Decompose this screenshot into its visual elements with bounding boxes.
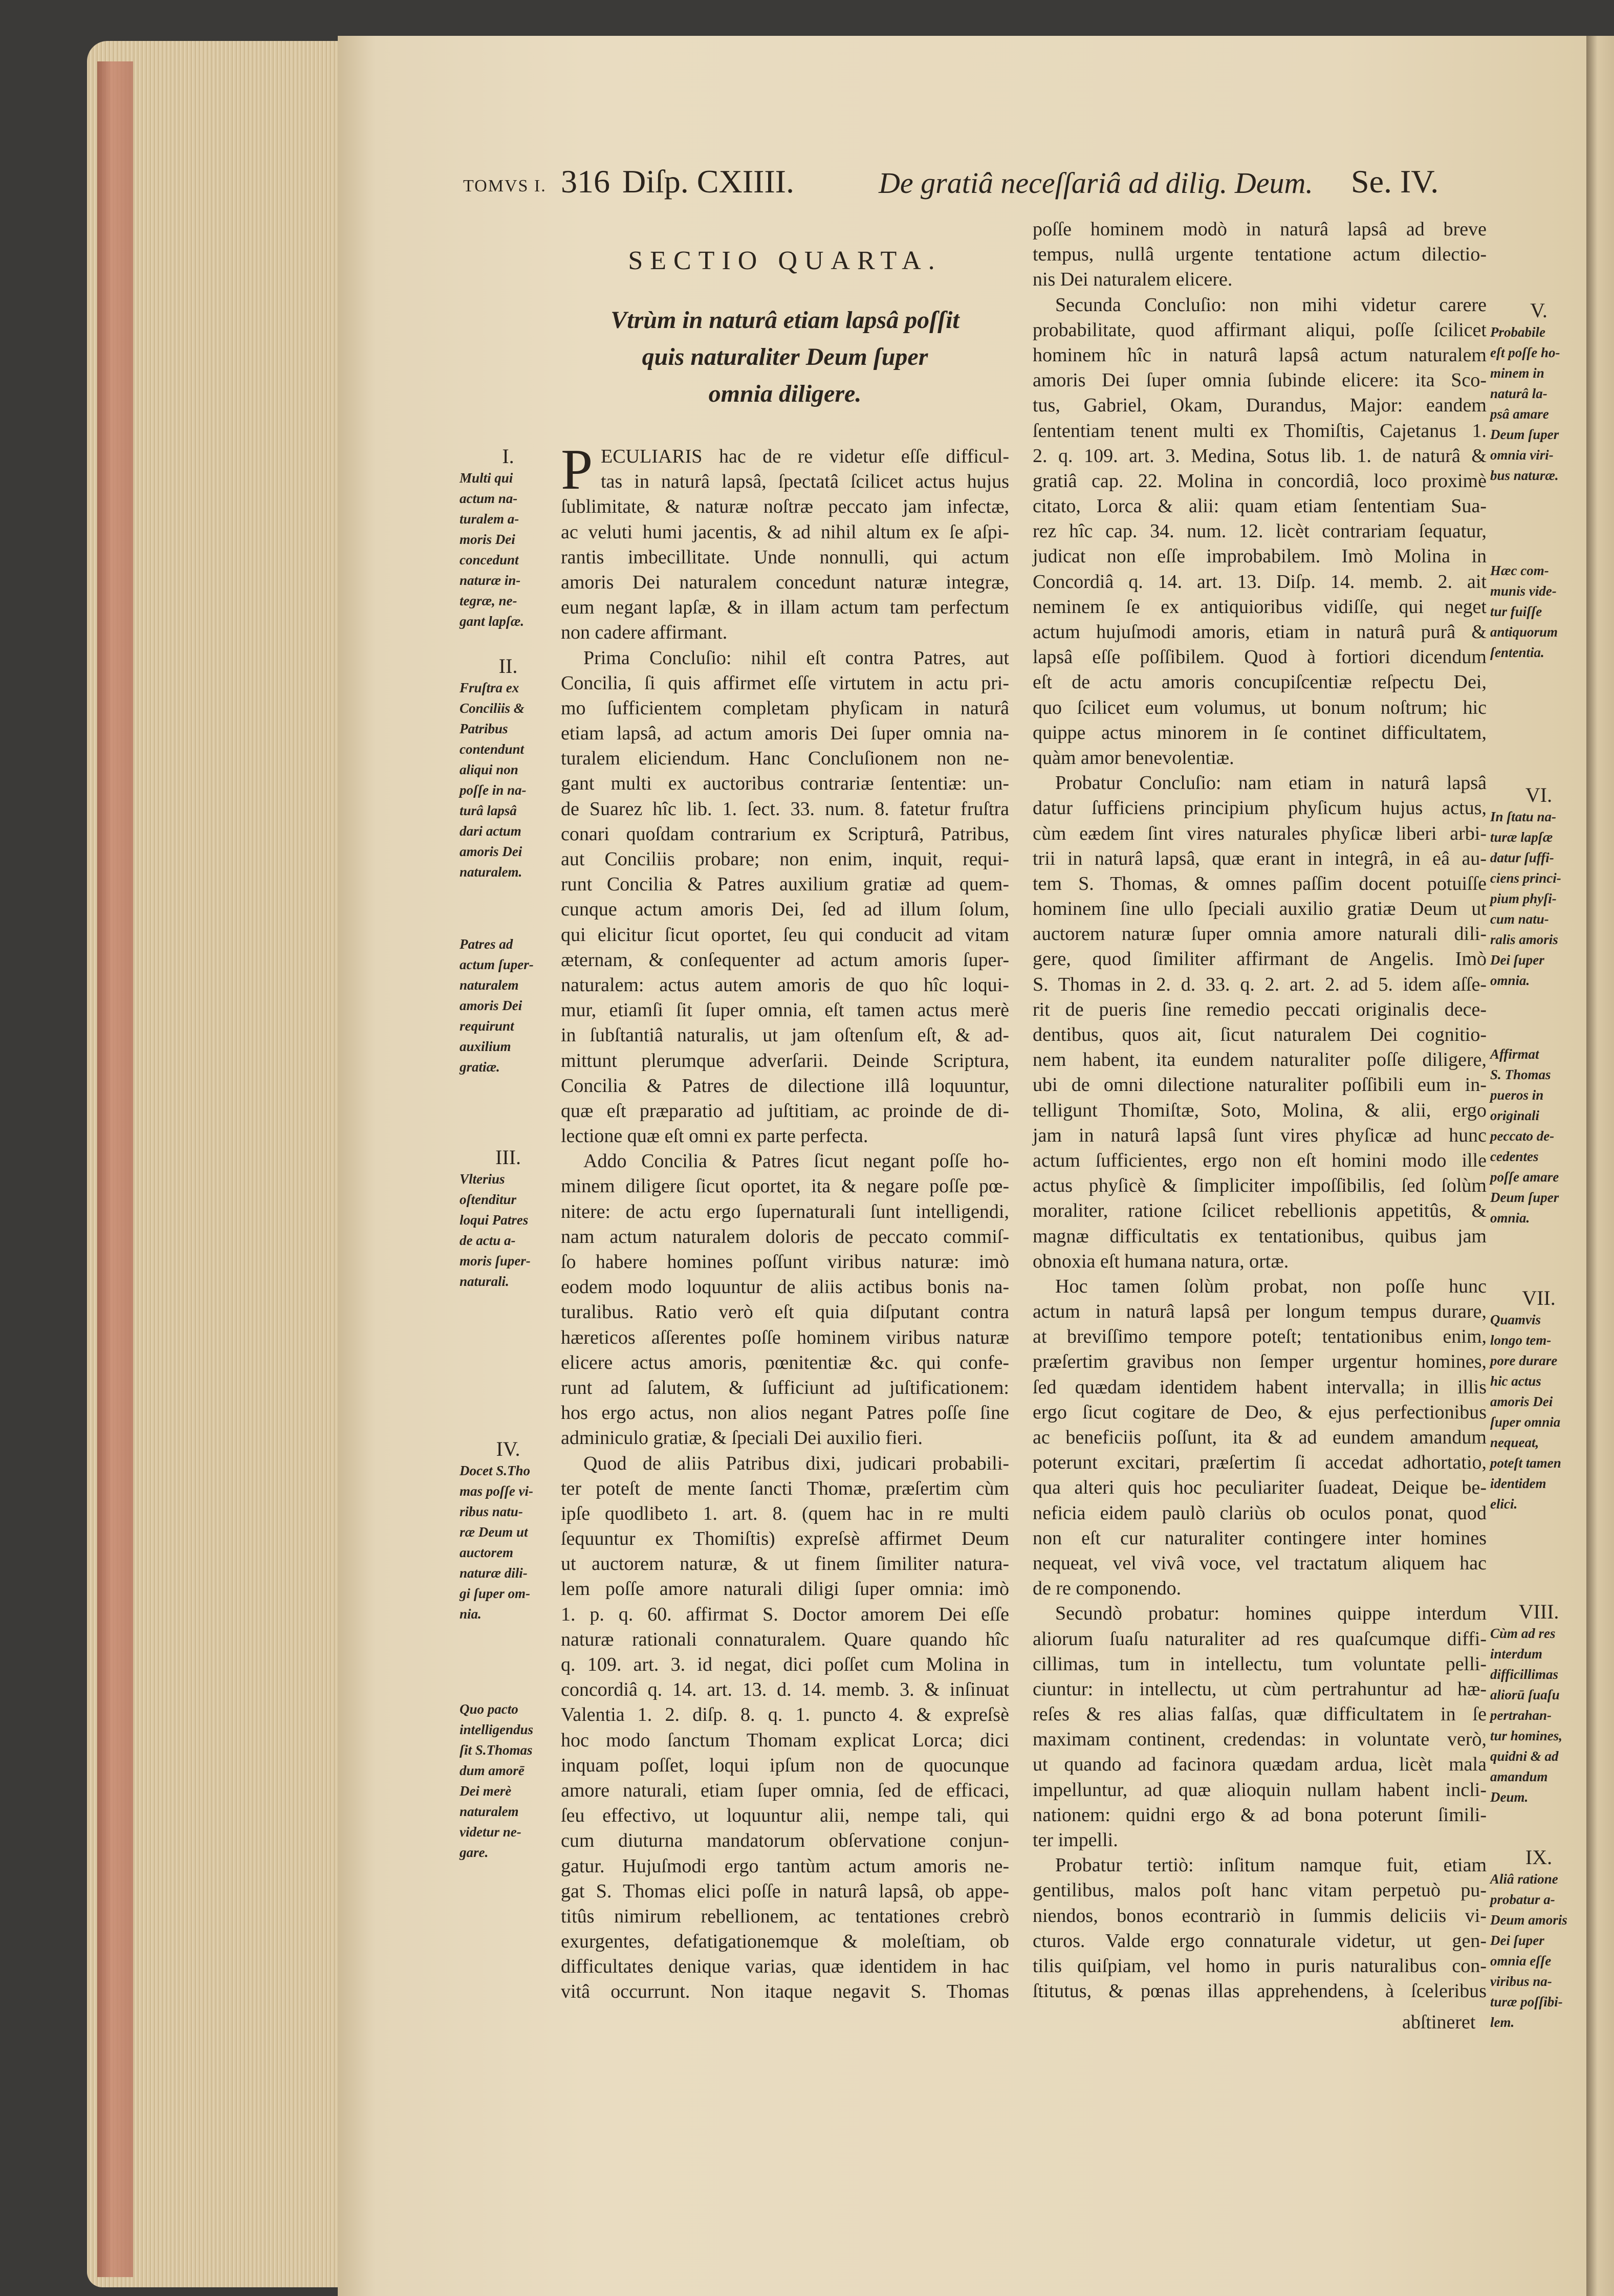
- text-line: S. Thomas in 2. d. 33. q. 2. art. 2. ad 5. idem aſſe-: [1033, 973, 1487, 995]
- margin-note-line: ſuper omnia: [1490, 1414, 1561, 1430]
- margin-note-line: cum natu-: [1490, 911, 1549, 927]
- text-line: reſes & res alias falſas, quæ difficultatem in ſe: [1033, 1703, 1487, 1725]
- margin-note-line: turæ lapſæ: [1490, 829, 1553, 845]
- text-line: gratiâ cap. 22. Molina in concordiâ, loco proximè: [1033, 470, 1487, 492]
- margin-note-line: tegræ, ne-: [460, 593, 517, 608]
- text-line: ter impelli.: [1033, 1829, 1118, 1851]
- margin-note-line: antiquorum: [1490, 624, 1558, 640]
- margin-note-line: Hæc com-: [1490, 563, 1549, 578]
- margin-note-line: omnia eſſe: [1490, 1953, 1552, 1969]
- text-line: exurgentes, defatigationemque & moleſtiam, ob: [561, 1931, 1009, 1953]
- margin-note-line: naturalem: [460, 1804, 519, 1819]
- text-line: aut Conciliis probare; non enim, inquit, requi-: [561, 848, 1009, 870]
- text-line: naturæ rationali connaturalem. Quare quando hîc: [561, 1628, 1009, 1650]
- margin-note-line: dum amorē: [460, 1763, 525, 1778]
- text-line: obnoxia eſt humana natura, ortæ.: [1033, 1250, 1289, 1272]
- margin-note-line: oſtenditur: [460, 1192, 517, 1207]
- margin-note-line: gant lapſæ.: [460, 614, 525, 629]
- text-line: lem poſſe amore naturali diligi ſuper omnia: imò: [561, 1578, 1009, 1600]
- section-title: SECTIO QUARTA.: [628, 246, 942, 275]
- margin-note: [1490, 1044, 1587, 1228]
- margin-note-line: amandum: [1490, 1769, 1548, 1784]
- text-line: tus, Gabriel, Okam, Durandus, Major: eandem: [1033, 395, 1487, 417]
- margin-note-line: contendunt: [460, 741, 525, 757]
- margin-note-line: munis vide-: [1490, 583, 1557, 599]
- text-line: adminiculo gratiæ, & ſpeciali Dei auxilio fieri.: [561, 1427, 923, 1449]
- margin-note-line: ræ Deum ut: [460, 1524, 528, 1540]
- margin-note-line: intelligendus: [460, 1722, 534, 1737]
- text-line: eodem modo loquuntur de aliis actibus bonis na-: [561, 1276, 1009, 1298]
- margin-note: [460, 1438, 557, 1624]
- subtitle-line: quis naturaliter Deum ſuper: [642, 343, 928, 370]
- book-page-edges: [87, 41, 340, 2287]
- text-line: qua alteri quis hoc peculiariter ſuadeat, Deique be-: [1033, 1477, 1487, 1499]
- text-line: hoc modo ſanctum Thomam explicat Lorca; dici: [561, 1729, 1009, 1751]
- margin-note-line: Deum ſuper: [1490, 427, 1559, 442]
- text-line: actum ſufficientes, ergo non eſt homini modo ille: [1033, 1149, 1487, 1171]
- text-line: hæreticos aſſerentes poſſe hominem viribus naturæ: [561, 1326, 1009, 1348]
- margin-note-line: minem in: [1490, 365, 1544, 381]
- text-line: rez hîc cap. 34. num. 12. licèt contrariam ſequatur,: [1033, 520, 1487, 542]
- text-line: ubi de omni dilectione naturaliter poſſibili eum in-: [1033, 1074, 1487, 1096]
- margin-note-line: Fruſtra ex: [460, 680, 519, 695]
- page-number: 316: [561, 163, 610, 200]
- text-line: auctorem naturæ ſuper omnia amore naturali dili-: [1033, 923, 1487, 945]
- text-line: actum in naturâ lapsâ per longum tempus durare,: [1033, 1301, 1487, 1323]
- red-edge-stain: [97, 61, 133, 2277]
- running-title: De gratiâ neceſſariâ ad dilig. Deum.: [879, 166, 1313, 200]
- text-line: ciuntur: in intellectu, ut cùm pertrahuntur ad hæ-: [1033, 1678, 1487, 1700]
- margin-note-line: elici.: [1490, 1496, 1518, 1512]
- margin-note-line: Docet S.Tho: [460, 1463, 530, 1478]
- text-line: trii in naturâ lapsâ, quæ erant in integrâ, in eâ au-: [1033, 847, 1487, 869]
- margin-note: [1490, 1846, 1587, 2032]
- margin-note-line: turæ poſſibi-: [1490, 1994, 1563, 2009]
- text-line: citato, Lorca & alii: quam etiam ſententiam Sua-: [1033, 495, 1487, 517]
- text-line: neminem ſe ex antiquioribus vidiſſe, qui neget: [1033, 596, 1487, 618]
- text-line: actum hujuſmodi amoris, etiam in naturâ purâ &: [1033, 621, 1487, 643]
- text-line: tilis quiſpiam, vel homo in puris naturalibus con-: [1033, 1955, 1487, 1977]
- text-line: niendos, bonos econtrariò in ſummis deliciis vi-: [1033, 1905, 1487, 1927]
- text-line: mo ſufficientem completam phyſicam in naturâ: [561, 697, 1009, 719]
- text-line: Prima Concluſio: nihil eſt contra Patres, aut: [583, 647, 1009, 669]
- margin-note-line: pueros in: [1490, 1087, 1544, 1103]
- margin-note-line: Aliâ ratione: [1490, 1871, 1558, 1887]
- margin-note-line: naturæ dili-: [460, 1565, 528, 1581]
- text-line: quo ſcilicet eum volumus, ut bonum noſtrum; hic: [1033, 696, 1487, 718]
- margin-note-line: In ſtatu na-: [1490, 809, 1557, 824]
- text-line: q. 109. art. 3. id negat, dici poſſet cum Molina in: [561, 1654, 1009, 1675]
- text-line: hos ergo actus, non alios negant Patres poſſe ſine: [561, 1402, 1009, 1424]
- text-line: Concilia & Patres de dilectione illâ loquuntur,: [561, 1075, 1009, 1097]
- margin-note-line: ſit S.Thomas: [460, 1742, 533, 1758]
- text-line: turalem eliciendum. Hanc Concluſionem non ne-: [561, 748, 1009, 770]
- text-line: dentibus, quos ait, ſicut naturalem Dei cognitio-: [1033, 1024, 1487, 1045]
- margin-note-line: bus naturæ.: [1490, 468, 1559, 483]
- text-line: æternam, & conſequenter ad actum amoris ſuper-: [561, 949, 1009, 971]
- margin-note-line: Vlterius: [460, 1171, 505, 1187]
- text-line: gentilibus, malos poſt hanc vitam perpetuò pu-: [1033, 1879, 1487, 1901]
- margin-note-line: naturâ la-: [1490, 386, 1547, 401]
- margin-note-line: turâ lapsâ: [460, 803, 517, 818]
- text-line: in ſubſtantiâ naturalis, ut jam oſtenſum eſt, & ad-: [561, 1024, 1009, 1046]
- margin-note-line: nia.: [460, 1606, 482, 1622]
- text-line: gat S. Thomas elici poſſe in naturâ lapsâ, ob appe-: [561, 1880, 1009, 1902]
- text-line: cùm eædem ſint vires naturales phyſicæ liberi arbi-: [1033, 822, 1487, 844]
- text-line: quippe actus minorem in ſe continet difficultatem,: [1033, 721, 1487, 744]
- margin-note-line: tur homines,: [1490, 1728, 1563, 1743]
- margin-note: [460, 1699, 557, 1863]
- text-line: aliorum ſuaſu naturaliter ad res quaſcumque diffi-: [1033, 1628, 1487, 1650]
- margin-note: [1490, 1287, 1587, 1514]
- text-line: de Suarez hîc lib. 1. ſect. 33. num. 8. fatetur fruſtra: [561, 798, 1009, 820]
- margin-note-line: poteſt tamen: [1490, 1455, 1561, 1471]
- margin-note-line: loqui Patres: [460, 1212, 529, 1228]
- text-line: quæ eſt præparatio ad juſtitiam, ac proinde de di-: [561, 1100, 1009, 1122]
- margin-note-line: moris Dei: [460, 532, 515, 547]
- text-line: poterunt excitari, præſertim ſi accedat adhortatio,: [1033, 1452, 1487, 1474]
- text-line: Secunda Concluſio: non mihi videtur carere: [1055, 294, 1487, 316]
- margin-note-line: amoris Dei: [1490, 1394, 1553, 1409]
- margin-note: [460, 445, 557, 631]
- text-line: jam in naturâ lapsâ ſunt vires phyſicæ ad hunc: [1033, 1124, 1487, 1146]
- left-text-column: [561, 438, 1009, 2005]
- text-line: gere, quod ſimiliter affirmant de Angelis. Imò: [1033, 948, 1487, 970]
- margin-note-line: peccato de-: [1490, 1128, 1555, 1144]
- margin-note-line: poſſe amare: [1490, 1169, 1559, 1185]
- text-line: non cadere affirmant.: [561, 622, 728, 644]
- text-line: turalibus. Ratio verò eſt quia diſputant contra: [561, 1301, 1009, 1323]
- margin-note-line: requirunt: [460, 1018, 514, 1034]
- margin-note-line: Probabile: [1490, 324, 1545, 340]
- margin-note-line: moris ſuper-: [460, 1253, 531, 1269]
- margin-note-line: difficillimas: [1490, 1667, 1558, 1682]
- text-line: naturalem: actus autem amoris de quo hîc loqui-: [561, 974, 1009, 996]
- text-line: Concilia, ſi quis affirmet eſſe virtutem in actu pri-: [561, 672, 1009, 694]
- margin-note-line: naturalem: [460, 977, 519, 993]
- text-line: hominem ſine ullo ſpeciali auxilio gratiæ Deum ut: [1033, 898, 1487, 920]
- text-line: nequeat, vel vivâ voce, vel tractatum aliquem hac: [1033, 1552, 1487, 1574]
- margin-note-line: ſententia.: [1490, 645, 1544, 660]
- margin-note-numeral: IV.: [496, 1437, 520, 1460]
- catchword: abſtineret: [1402, 2011, 1476, 2033]
- margin-note: [1490, 784, 1587, 991]
- text-line: ut quando ad facinora quædam ardua, licèt mala: [1033, 1754, 1487, 1776]
- margin-note-line: Deum.: [1490, 1789, 1529, 1805]
- volume-label: TOMVS I.: [463, 177, 547, 195]
- margin-note-line: quidni & ad: [1490, 1748, 1559, 1764]
- margin-note: [1490, 560, 1587, 663]
- margin-note: [460, 1146, 557, 1292]
- text-line: eſt de actu amoris concupiſcentiæ reſpectu Dei,: [1033, 671, 1487, 693]
- next-page-edge: [1586, 36, 1614, 2296]
- text-line: datur ſufficiens principium phyſicum hujus actus,: [1033, 797, 1487, 819]
- text-line: inquam poſſet, loqui ipſum non de quocunque: [561, 1754, 1009, 1776]
- margin-note-line: interdum: [1490, 1646, 1543, 1661]
- disputation-number: Diſp. CXIIII.: [622, 163, 794, 200]
- margin-note-line: ribus natu-: [460, 1504, 523, 1519]
- text-line: rantis imbecillitate. Unde nonnulli, qui actum: [561, 546, 1009, 568]
- text-line: elicere actus amoris, pœnitentiæ &c. qui confe-: [561, 1351, 1009, 1373]
- margin-note-line: amoris Dei: [460, 844, 522, 859]
- margin-note-line: cedentes: [1490, 1149, 1539, 1164]
- text-line: Probatur tertiò: inſitum namque fuit, etiam: [1055, 1854, 1487, 1876]
- margin-note-line: longo tem-: [1490, 1332, 1552, 1348]
- text-line: 2. q. 109. art. 3. Medina, Sotus lib. 1. de naturâ &: [1033, 445, 1487, 467]
- text-line: vitâ occurrunt. Non itaque negavit S. Thomas: [561, 1981, 1009, 2003]
- text-line: amoris Dei naturalem concedunt naturæ integræ,: [561, 571, 1009, 593]
- right-text-column: [1033, 217, 1487, 2004]
- text-line: gant multi ex auctoribus contrariæ ſententiæ: un-: [561, 773, 1009, 795]
- subtitle-line: Vtrùm in naturâ etiam lapsâ poſſit: [610, 307, 959, 334]
- text-line: runt ad ſalutem, & ſufficiunt ad juſtificationem:: [561, 1376, 1009, 1398]
- margin-note-line: ciens princi-: [1490, 870, 1561, 886]
- margin-note-line: gi ſuper om-: [460, 1586, 530, 1601]
- margin-note-line: Dei ſuper: [1490, 1933, 1544, 1948]
- margin-note-line: pore durare: [1490, 1353, 1558, 1368]
- text-line: mur, etiamſi ſit ſuper omnia, eſt tamen actus merè: [561, 999, 1009, 1021]
- margin-note: [460, 934, 557, 1077]
- text-line: tem S. Thomas, & omnes paſſim docent potuiſſe: [1033, 872, 1487, 894]
- text-line: hominem hîc in naturâ lapsâ actum naturalem: [1033, 344, 1487, 366]
- margin-note-line: aliorū ſuaſu: [1490, 1687, 1560, 1702]
- text-line: Secundò probatur: homines quippe interdum: [1055, 1603, 1487, 1625]
- text-line: ſententiam tenent multi ex Thomiſtis, Cajetanus 1.: [1033, 420, 1487, 442]
- margin-note-line: turalem a-: [460, 511, 519, 527]
- text-line: cunque actum amoris Dei, ſed ad illum ſolum,: [561, 899, 1009, 921]
- margin-note-line: poſſe in na-: [460, 782, 527, 798]
- margin-note-line: Conciliis &: [460, 701, 525, 716]
- text-line: moraliter, ratione ſcilicet rebellionis appetitûs, &: [1033, 1200, 1487, 1222]
- margin-note-line: viribus na-: [1490, 1974, 1552, 1989]
- margin-note-line: actum ſuper-: [460, 957, 534, 972]
- margin-note-line: ralis amoris: [1490, 932, 1558, 947]
- text-line: telligunt Thomiſtæ, Soto, Molina, & alii, ergo: [1033, 1099, 1487, 1121]
- margin-note-line: lem.: [1490, 2015, 1515, 2030]
- margin-note-line: auxilium: [460, 1039, 511, 1054]
- text-line: gatur. Hujuſmodi ergo tantùm actum amoris ne-: [561, 1855, 1009, 1877]
- text-line: nis Dei naturalem elicere.: [1033, 269, 1233, 291]
- margin-note-line: eſt poſſe ho-: [1490, 345, 1560, 360]
- text-line: præſertim gravibus non ſemper urgentur homines,: [1033, 1351, 1487, 1373]
- text-line: Hoc tamen ſolùm probat, non poſſe hunc: [1055, 1275, 1487, 1297]
- text-line: at breviſſimo tempore poteſt; tentationibus enim,: [1033, 1326, 1487, 1348]
- margin-note-line: identidem: [1490, 1476, 1546, 1491]
- text-line: quàm amor benevolentiæ.: [1033, 747, 1234, 769]
- text-line: ut auctorem naturæ, & ut finem ſimiliter natura-: [561, 1553, 1009, 1575]
- margin-note-numeral: IX.: [1525, 1846, 1553, 1869]
- margin-note-numeral: VII.: [1522, 1286, 1556, 1309]
- text-line: amore naturali, etiam ſuper omnia, ſed de efficaci,: [561, 1779, 1009, 1801]
- margin-note-line: gare.: [460, 1845, 489, 1860]
- text-line: actus phyſicè & ſimpliciter impoſſibilis, ſed ſolùm: [1033, 1175, 1487, 1197]
- section-subtitle: [561, 302, 1009, 412]
- text-line: ECULIARIS hac de re videtur eſſe difficul-: [601, 446, 1009, 467]
- text-line: neficia eidem paulò clariùs ob oculos ponat, quod: [1033, 1502, 1487, 1524]
- margin-note-line: omnia viri-: [1490, 447, 1554, 463]
- section-short: Se. IV.: [1351, 163, 1439, 200]
- margin-note-numeral: VIII.: [1518, 1600, 1559, 1623]
- text-line: poſſe hominem modò in naturâ lapsâ ad breve: [1033, 218, 1487, 240]
- margin-note-line: auctorem: [460, 1545, 513, 1560]
- text-line: de re componendo.: [1033, 1578, 1182, 1600]
- text-line: magnæ difficultatis ex tentationibus, quibus jam: [1033, 1225, 1487, 1247]
- text-line: nam actum naturalem doloris de peccato commiſ-: [561, 1226, 1009, 1248]
- margin-note-line: omnia.: [1490, 1210, 1530, 1226]
- text-line: concordiâ q. 14. art. 13. d. 14. memb. 3. & inſinuat: [561, 1679, 1009, 1701]
- margin-note-line: Dei ſuper: [1490, 952, 1544, 968]
- text-line: Probatur Concluſio: nam etiam in naturâ lapsâ: [1055, 772, 1487, 794]
- text-line: nem habent, ita eundem naturaliter poſſe diligere,: [1033, 1049, 1487, 1071]
- text-line: ſeu effectivo, ut loquuntur alii, nempe tali, qui: [561, 1805, 1009, 1827]
- margin-note-line: Multi qui: [460, 470, 513, 486]
- margin-note-line: Affirmat: [1490, 1046, 1539, 1062]
- margin-note-line: naturalem.: [460, 864, 522, 880]
- text-line: probabilitate, quod affirmant aliqui, poſſe ſcilicet: [1033, 319, 1487, 341]
- margin-note-line: psâ amare: [1490, 406, 1549, 422]
- text-line: rit de pueris ſine remedio peccati originalis dece-: [1033, 998, 1487, 1020]
- margin-note-line: tur fuiſſe: [1490, 604, 1542, 619]
- text-line: ergo ſicut cogitare de Deo, & ejus perfectionibus: [1033, 1401, 1487, 1423]
- margin-note-line: Quamvis: [1490, 1312, 1541, 1327]
- text-line: qui elicitur ſicut oportet, ſeu qui conducit ad vitam: [561, 924, 1009, 946]
- text-line: titûs nimirum rebellionem, ac tentationes crebrò: [561, 1905, 1009, 1927]
- text-line: ſublimitate, & naturæ noſtræ peccato jam infectæ,: [561, 496, 1009, 518]
- margin-note-numeral: II.: [498, 654, 518, 677]
- margin-note-line: Deum ſuper: [1490, 1190, 1559, 1205]
- text-line: lectione quæ eſt omni ex parte perfecta.: [561, 1125, 868, 1147]
- margin-note-line: hic actus: [1490, 1373, 1541, 1389]
- text-line: cturos. Valde ergo connaturale videtur, ut gen-: [1033, 1930, 1487, 1952]
- text-line: Quod de aliis Patribus dixi, judicari probabili-: [583, 1452, 1009, 1474]
- text-line: maximam continent, credendas: in voluntate verò,: [1033, 1729, 1487, 1751]
- margin-note: [1490, 299, 1587, 486]
- margin-note-line: Deum amoris: [1490, 1912, 1567, 1928]
- text-line: non eſt cur naturaliter contingere inter homines: [1033, 1527, 1487, 1549]
- margin-note-line: Quo pacto: [460, 1701, 518, 1717]
- margin-note: [460, 655, 557, 882]
- text-line: ter poteſt de mente ſancti Thomæ, præſertim cùm: [561, 1477, 1009, 1499]
- margin-note-line: Dei merè: [460, 1783, 512, 1799]
- drop-cap: P: [561, 438, 593, 501]
- margin-note-numeral: III.: [495, 1146, 521, 1169]
- margin-note-line: datur ſuffi-: [1490, 850, 1554, 865]
- text-line: Valentia 1. 2. diſp. 8. q. 1. puncto 4. & expreſsè: [561, 1704, 1009, 1726]
- margin-note-numeral: VI.: [1525, 783, 1553, 806]
- margin-note-line: aliqui non: [460, 762, 518, 777]
- text-line: etiam lapsâ, ad actum amoris Dei ſuper omnia na-: [561, 723, 1009, 745]
- text-line: Addo Concilia & Patres ſicut negant poſſe ho-: [583, 1150, 1009, 1172]
- margin-note-line: pertrahan-: [1490, 1708, 1552, 1723]
- margin-note-line: Patres ad: [460, 936, 513, 952]
- text-line: ſequuntur ex Thomiſtis) expreſsè affirmet Deum: [561, 1528, 1009, 1550]
- margin-note-line: videtur ne-: [460, 1824, 521, 1840]
- text-line: eum negant lapſæ, & in illam actum tam perfectum: [561, 597, 1009, 619]
- margin-note-line: dari actum: [460, 823, 521, 839]
- margin-note-line: actum na-: [460, 491, 518, 506]
- margin-note-line: naturali.: [460, 1274, 509, 1289]
- text-line: nationem: quidni ergo & ad bona poterunt ſimili-: [1033, 1804, 1487, 1826]
- margin-note-line: pium phyſi-: [1490, 891, 1557, 906]
- margin-note-line: naturæ in-: [460, 573, 521, 588]
- margin-note-numeral: I.: [502, 445, 514, 468]
- text-line: nitere: de actu ergo ſupernaturali ſunt intelligendi,: [561, 1200, 1009, 1222]
- margin-note-numeral: V.: [1530, 299, 1547, 322]
- text-line: tempus, nullâ urgente tentatione actum dilectio-: [1033, 244, 1487, 266]
- margin-note: [1490, 1601, 1587, 1807]
- text-line: runt Concilia & Patres auxilium gratiæ ad quem-: [561, 873, 1009, 895]
- margin-note-line: concedunt: [460, 552, 519, 567]
- text-line: ſtitutus, & pœnas illas apprehendens, à ſceleribus: [1033, 1980, 1487, 2002]
- text-line: ipſe quodlibeto 1. art. 8. (quem hac in re multi: [561, 1502, 1009, 1524]
- margin-note-line: amoris Dei: [460, 998, 522, 1013]
- text-line: minem diligere ſicut oportet, ita & negare poſſe pœ-: [561, 1175, 1009, 1197]
- text-line: ac veluti humi jacentis, & ad nihil altum ex ſe aſpi-: [561, 521, 1009, 543]
- subtitle-line: omnia diligere.: [708, 380, 862, 407]
- margin-note-line: Patribus: [460, 721, 508, 736]
- margin-note-line: nequeat,: [1490, 1435, 1539, 1450]
- text-line: 1. p. q. 60. affirmat S. Doctor amorem Dei eſſe: [561, 1603, 1009, 1625]
- text-line: impelluntur, ad quæ alioquin nullam habent incli-: [1033, 1779, 1487, 1801]
- margin-note-line: probatur a-: [1490, 1892, 1555, 1907]
- margin-note-line: Cùm ad res: [1490, 1626, 1556, 1641]
- text-line: ac beneficiis poſſunt, ita & ad eundem amandum: [1033, 1427, 1487, 1448]
- text-line: lapsâ eſſe poſſibilem. Quod à fortiori dicendum: [1033, 646, 1487, 668]
- text-line: conari quoſdam contrarium ex Scripturâ, Patribus,: [561, 823, 1009, 845]
- text-line: Concordiâ q. 14. art. 13. Diſp. 14. memb. 2. ait: [1033, 571, 1487, 593]
- text-line: ſed quædam identidem habent intervalla; in illis: [1033, 1376, 1487, 1398]
- text-line: cillimas, tum in intellectu, tum voluntate pelli-: [1033, 1653, 1487, 1675]
- margin-note-line: gratiæ.: [460, 1059, 500, 1075]
- text-line: amoris Dei ſuper omnia ſubinde elicere: ita Sco-: [1033, 369, 1487, 391]
- text-line: mittunt plerumque adverſarii. Deinde Scriptura,: [561, 1049, 1009, 1072]
- margin-note-line: originali: [1490, 1108, 1540, 1123]
- margin-note-line: S. Thomas: [1490, 1067, 1551, 1082]
- text-line: judicat non eſſe improbabilem. Imò Molina in: [1033, 545, 1487, 567]
- margin-note-line: mas poſſe vi-: [460, 1483, 533, 1499]
- text-line: tas in naturâ lapsâ, ſpectatâ ſcilicet actus hujus: [601, 471, 1009, 493]
- margin-note-line: omnia.: [1490, 973, 1530, 988]
- margin-note-line: de actu a-: [460, 1233, 516, 1248]
- text-line: difficultates denique varias, quæ identidem in hac: [561, 1956, 1009, 1978]
- text-line: cum diuturna mandatorum obſervatione conjun-: [561, 1830, 1009, 1852]
- text-line: ſo habere homines poſſunt viribus naturæ: imò: [561, 1251, 1009, 1273]
